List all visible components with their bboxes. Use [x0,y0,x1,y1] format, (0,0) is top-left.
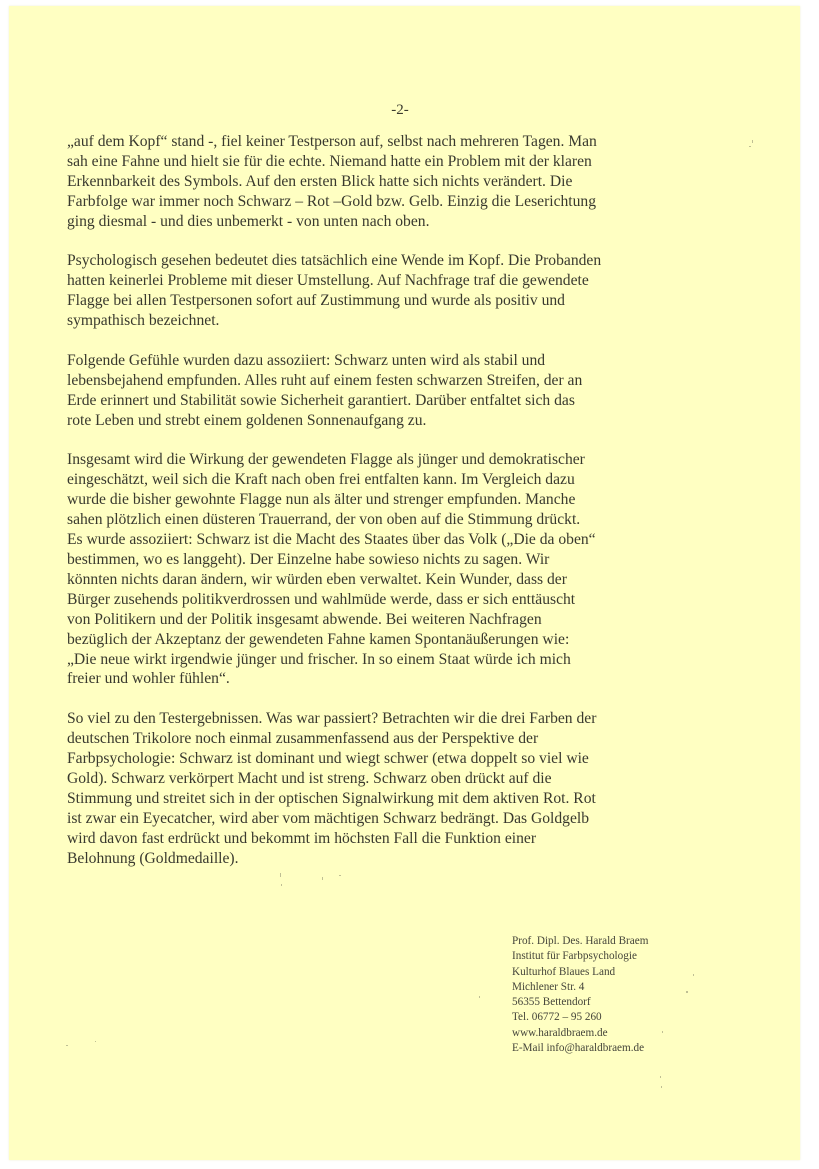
scan-speck [686,991,688,993]
text-line: wird davon fast erdrückt und bekommt im höchsten Fall die Funktion einer [67,829,537,847]
text-line: So viel zu den Testergebnissen. Was war passiert? Betrachten wir die drei Farben der [67,710,597,728]
organization-name: Kulturhof Blaues Land [512,965,616,978]
website-link: www.haraldbraem.de [512,1026,608,1039]
paragraph-2 [67,251,727,331]
scan-speck [662,1031,663,1033]
text-line: sahen plötzlich einen düsteren Trauerrand, der von oben auf die Stimmung drückt. [67,511,581,529]
scan-speck [752,140,753,143]
paragraph-3 [67,351,727,431]
text-line: hatten keinerlei Probleme mit dieser Umstellung. Auf Nachfrage traf die gewendete [67,272,589,290]
text-line: sympathisch bezeichnet. [67,312,220,330]
text-line: Gold). Schwarz verkörpert Macht und ist streng. Schwarz oben drückt auf die [67,769,552,787]
scan-speck [693,974,694,976]
text-line: könnten nichts daran ändern, wir würden eben verwaltet. Kein Wunder, dass der [67,570,567,588]
email-address: E-Mail info@haraldbraem.de [512,1042,645,1055]
text-line: rote Leben und strebt einem goldenen Sonnenaufgang zu. [67,411,427,429]
scan-speck [660,1076,661,1078]
page-number: -2- [391,102,409,118]
text-line: lebensbejahend empfunden. Alles ruht auf einem festen schwarzen Streifen, der an [67,371,583,389]
text-line: von Politikern und der Politik insgesamt abwende. Bei weiteren Nachfragen [67,610,542,628]
text-line: Es wurde assoziiert: Schwarz ist die Macht des Staates über das Volk („Die da oben“ [67,531,596,549]
paragraph-4 [67,450,727,689]
text-line: wurde die bisher gewohnte Flagge nun als älter und strenger empfunden. Manche [67,491,576,509]
text-line: Erde erinnert und Stabilität sowie Sicherheit garantiert. Darüber entfaltet sich das [67,391,575,409]
text-line: Farbpsychologie: Schwarz ist dominant und wiegt schwer (etwa doppelt so viel wie [67,750,589,768]
signature-block [512,934,648,1056]
scan-speck [661,1086,662,1088]
paragraph-5 [67,709,727,868]
text-line: bezüglich der Akzeptanz der gewendeten Fahne kamen Spontanäußerungen wie: [67,630,570,648]
text-line: sah eine Fahne und hielt sie für die echte. Niemand hatte ein Problem mit der klaren [67,152,592,170]
text-line: Folgende Gefühle wurden dazu assoziiert: Schwarz unten wird als stabil und [67,351,546,369]
text-line: Erkennbarkeit des Symbols. Auf den ersten Blick hatte sich nichts verändert. Die [67,172,573,190]
scan-speck [749,146,751,147]
document-page [9,6,800,1160]
scan-speck [339,875,341,876]
text-line: „auf dem Kopf“ stand -, fiel keiner Testperson auf, selbst nach mehreren Tagen. Man [67,133,597,150]
text-line: Flagge bei allen Testpersonen sofort auf Zustimmung und wurde als positiv und [67,292,565,310]
scan-speck [322,877,323,880]
scan-speck [66,1045,68,1046]
city-address: 56355 Bettendorf [512,996,591,1009]
author-name: Prof. Dipl. Des. Harald Braem [512,935,649,947]
text-line: Psychologisch gesehen bedeutet dies tatsächlich eine Wende im Kopf. Die Probanden [67,252,602,270]
scan-speck [280,873,281,877]
text-line: deutschen Trikolore noch einmal zusammenfassend aus der Perspektive der [67,730,539,748]
text-line: ist zwar ein Eyecatcher, wird aber vom mächtigen Schwarz bedrängt. Das Goldgelb [67,809,590,827]
body-text [67,132,727,888]
text-line: eingeschätzt, weil sich die Kraft nach oben frei entfalten kann. Im Vergleich dazu [67,471,575,489]
text-line: freier und wohler fühlen“. [67,670,230,688]
text-line: Bürger zusehends politikverdrossen und wahlmüde werde, dass er sich enttäuscht [67,590,576,608]
institute-name: Institut für Farbpsychologie [512,950,637,963]
street-address: Michlener Str. 4 [512,980,585,993]
text-line: Stimmung und streitet sich in der optischen Signalwirkung mit dem aktiven Rot. Rot [67,789,596,807]
text-line: „Die neue wirkt irgendwie jünger und frischer. In so einem Staat würde ich mich [67,650,571,668]
scan-speck [95,1041,96,1042]
text-line: bestimmen, wo es langgeht). Der Einzelne habe sowieso nichts zu sagen. Wir [67,550,550,568]
text-line: Insgesamt wird die Wirkung der gewendeten Flagge als jünger und demokratischer [67,451,585,469]
phone-number: Tel. 06772 – 95 260 [512,1011,602,1024]
text-line: Farbfolge war immer noch Schwarz – Rot –Gold bzw. Gelb. Einzig die Leserichtung [67,192,597,210]
text-line: ging diesmal - und dies unbemerkt - von unten nach oben. [67,212,430,230]
paragraph-1 [67,132,727,232]
text-line: Belohnung (Goldmedaille). [67,849,239,867]
scan-speck [479,996,480,998]
scan-speck [281,884,282,886]
